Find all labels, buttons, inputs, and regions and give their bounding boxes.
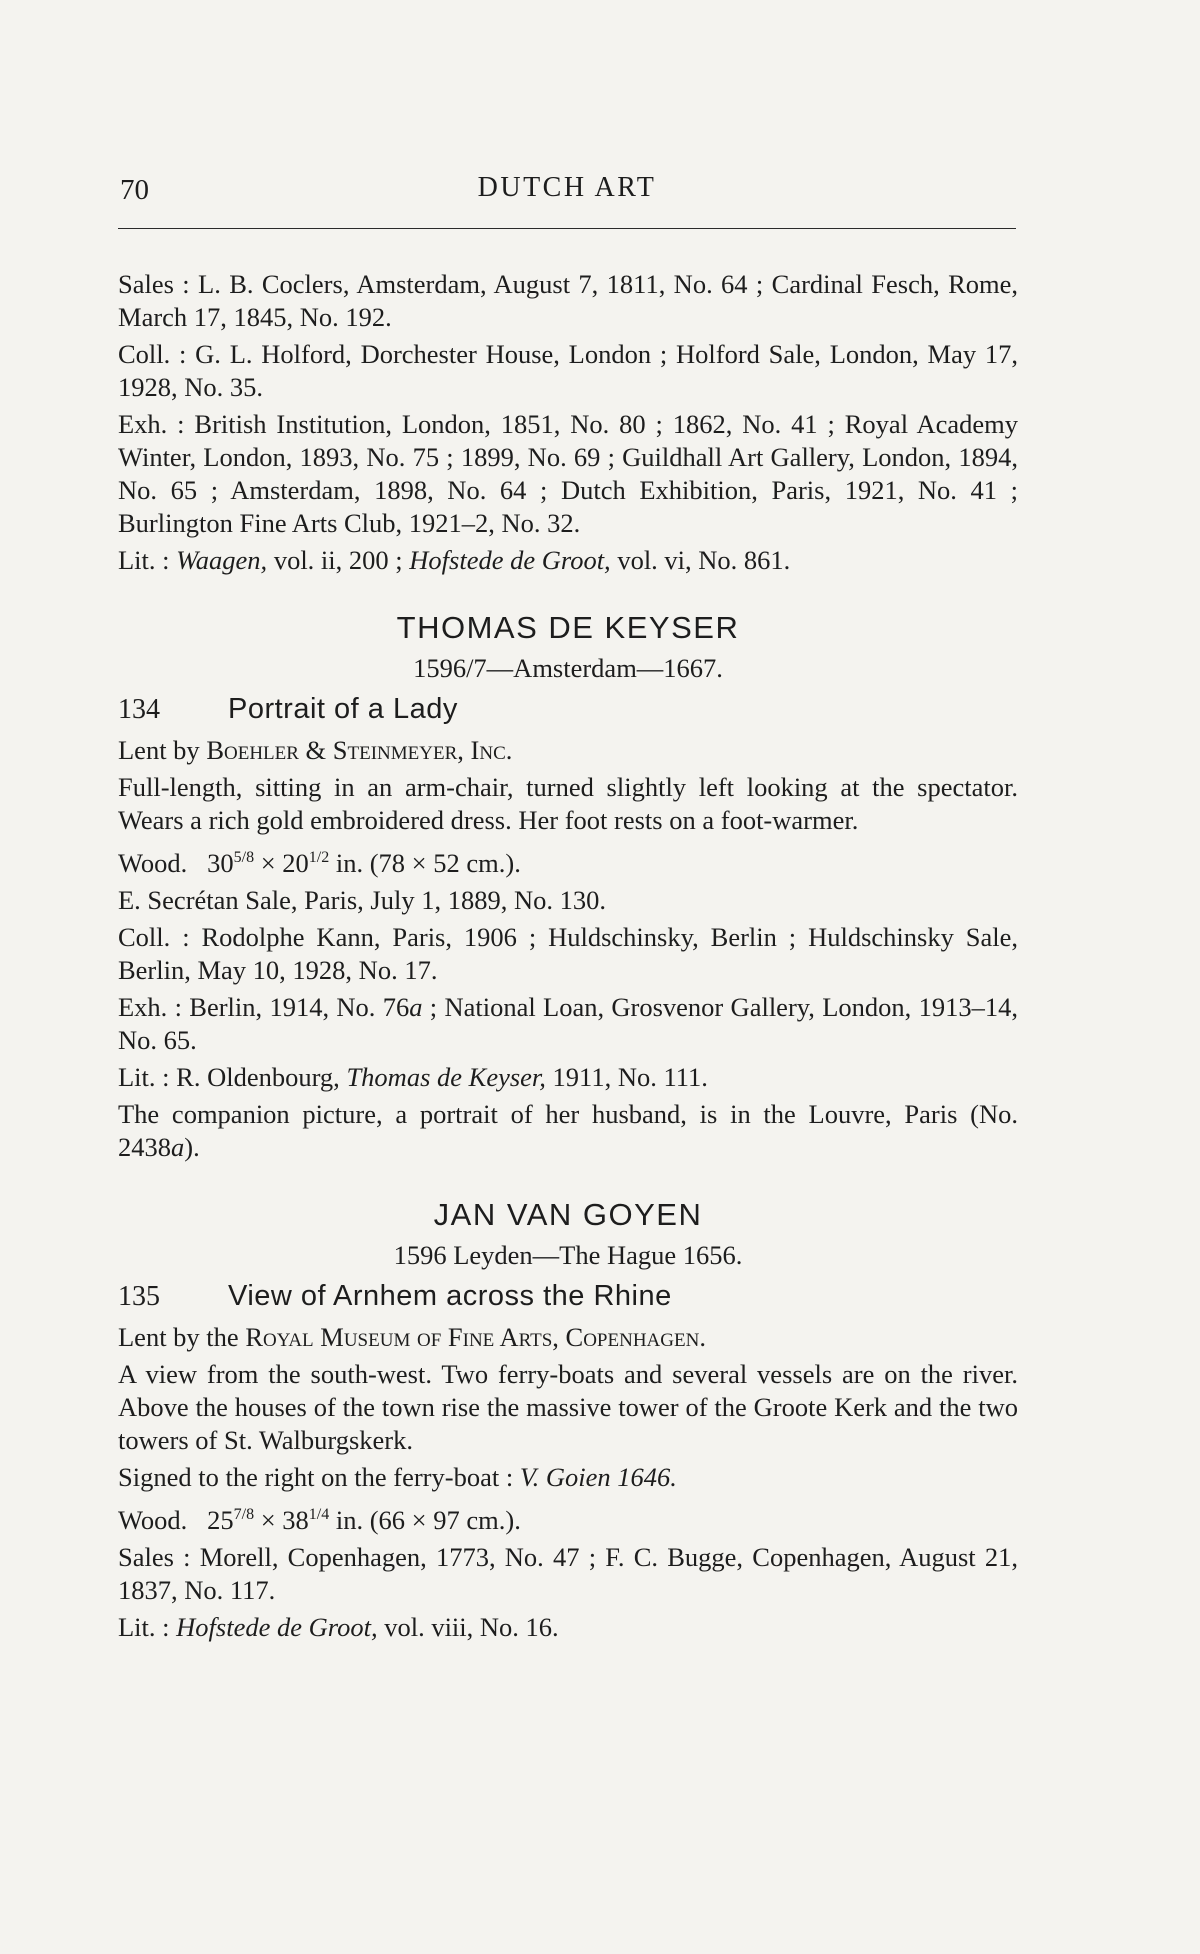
note-text: The companion picture, a portrait of her husband, is in the Louvre, Paris (No. 2438 [118, 1098, 1018, 1162]
dimension: × 20 [254, 847, 309, 878]
artist-dates: 1596/7—Amsterdam—1667. [413, 653, 723, 683]
catalogue-entry [118, 693, 1018, 726]
dimension: × 38 [254, 1504, 309, 1535]
lender-line [118, 734, 1018, 767]
dimension: 30 [207, 847, 234, 878]
note-line [118, 1098, 1018, 1164]
fraction: 1/4 [308, 1505, 330, 1523]
dimension-units: in. (66 × 97 cm.). [329, 1504, 521, 1535]
artist-heading: JAN VAN GOYEN [433, 1196, 703, 1232]
catalogue-number: 135 [118, 1280, 160, 1312]
page-header [118, 168, 1016, 208]
page-number: 70 [120, 174, 149, 206]
signature-line [118, 1461, 1018, 1494]
fraction: 7/8 [233, 1505, 255, 1523]
exh-text: ; National Loan, Grosvenor Gallery, London, 1913–14, No. 65. [118, 991, 1018, 1055]
description: A view from the south-west. Two ferry-boats and several vessels are on the river. Above the houses of the town rise the massive tower of the Groote Kerk and the two towers of St. Walburgskerk. [118, 1358, 1018, 1455]
medium-dimensions [118, 1498, 1018, 1537]
exh-text: Exh. : Berlin, 1914, No. 76 [118, 991, 410, 1022]
sale-line: E. Secrétan Sale, Paris, July 1, 1889, No. 130. [118, 884, 606, 915]
fraction: 1/2 [308, 849, 330, 866]
sales-line: Sales : Morell, Copenhagen, 1773, No. 47 ; F. C. Bugge, Copenhagen, August 21, 1837, No. 117. [118, 1541, 1018, 1605]
painting-title: View of Arnhem across the Rhine [228, 1279, 672, 1312]
lit-text: 1911, No. 111. [545, 1061, 708, 1092]
note-text: ). [184, 1131, 200, 1162]
lit-title: Thomas de Keyser, [346, 1061, 546, 1092]
lit-text: Lit. : R. Oldenbourg, [118, 1061, 347, 1092]
fraction: 5/8 [233, 849, 255, 866]
header-rule [118, 228, 1016, 229]
medium: Wood. [118, 847, 188, 878]
collection-line: Coll. : G. L. Holford, Dorchester House, London ; Holford Sale, London, May 17, 1928, No. 35. [118, 339, 1018, 402]
running-title: DUTCH ART [477, 172, 657, 203]
lit-text: Lit. : [118, 1611, 177, 1642]
lender-line [118, 1321, 1018, 1354]
sales-line: Sales : L. B. Coclers, Amsterdam, August 7, 1811, No. 64 ; Cardinal Fesch, Rome, March 17, 1845, No. 192. [118, 269, 1018, 332]
catalogue-entry [118, 1280, 1018, 1313]
lit-ref: vol. vi, No. 861. [610, 545, 791, 575]
medium-dimensions [118, 841, 1018, 880]
sig-text: Signed to the right on the ferry-boat : [118, 1461, 520, 1492]
catalogue-number: 134 [118, 694, 160, 725]
description: Full-length, sitting in an arm-chair, turned slightly left looking at the spectator. Wears a rich gold embroidered dress. Her foot rests on a foot-warmer. [118, 772, 1018, 835]
lit-author: Hofstede de Groot, [176, 1611, 378, 1642]
literature-line [118, 544, 1018, 577]
lender-name: Boehler & Steinmeyer, Inc. [206, 735, 513, 765]
lit-text: vol. viii, No. 16. [377, 1611, 559, 1642]
literature-line [118, 1611, 1018, 1644]
artist-heading: THOMAS DE KEYSER [396, 610, 740, 645]
exhibition-line [118, 991, 1018, 1057]
lit-author: Hofstede de Groot, [409, 545, 611, 575]
exh-suffix: a [409, 991, 423, 1022]
signature: V. Goien 1646. [519, 1461, 677, 1492]
dimension: 25 [207, 1504, 234, 1535]
collection-line: Coll. : Rodolphe Kann, Paris, 1906 ; Huldschinsky, Berlin ; Huldschinsky Sale, Berlin, May 10, 1928, No. 17. [118, 921, 1018, 985]
dimension-units: in. (78 × 52 cm.). [329, 847, 521, 878]
artist-dates: 1596 Leyden—The Hague 1656. [393, 1239, 743, 1270]
literature-line [118, 1061, 1018, 1094]
lender-name: Royal Museum of Fine Arts, Copenhagen. [245, 1321, 706, 1352]
lent-prefix: Lent by the [118, 1321, 246, 1352]
lit-author: Waagen, [176, 545, 268, 575]
medium: Wood. [118, 1504, 188, 1535]
painting-title: Portrait of a Lady [228, 693, 458, 725]
lit-prefix: Lit. : [118, 545, 177, 575]
lit-ref: vol. ii, 200 ; [267, 545, 410, 575]
lent-prefix: Lent by [118, 735, 207, 765]
exhibition-line: Exh. : British Institution, London, 1851, No. 80 ; 1862, No. 41 ; Royal Academy Winter, London, 1893, No. 75 ; 1899, No. 69 ; Guildhall Art Gallery, London, 1894, No. 65 ; Amsterdam, 1898, No. 64 ; Dutch Exhibition, Paris, 1921, No. 41 ; Burlington Fine Arts Club, 1921–2, No. 32. [118, 409, 1018, 538]
note-suffix: a [171, 1131, 185, 1162]
page-body [118, 268, 1018, 1648]
